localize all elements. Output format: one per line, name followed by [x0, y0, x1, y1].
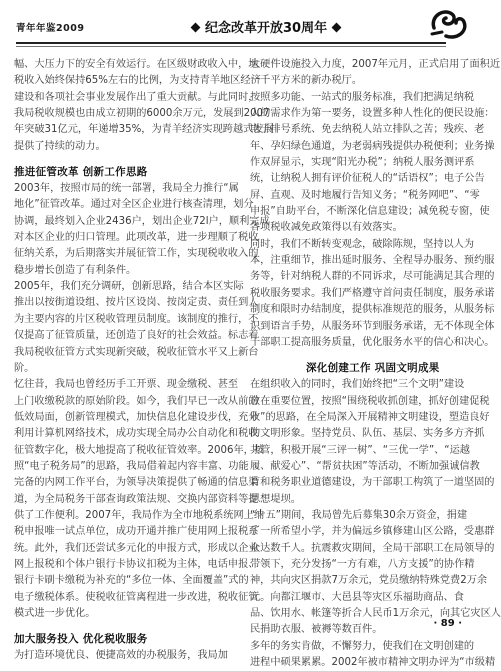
- text-line: 忆往昔，我局也曾经历手工开票、现金缴税、甚至: [14, 379, 239, 391]
- text-line: 的文明形象。坚持党员、队伍、基层、实务多方齐抓: [250, 428, 485, 440]
- text-line: 识到语言手势，从服务环节到服务承诺，无不体现全体: [250, 320, 495, 332]
- text-line: 征管数字化，极大地提高了税收征管效率。2006年，按: [14, 444, 265, 456]
- text-line: 上门收缴税款的原始阶段。如今，我们早已一改从前的: [14, 395, 259, 407]
- text-line: 协调，最终划入企业2436户，划出企业72l户，顺利完成: [14, 215, 270, 227]
- text-line: 税收入始终保持65%左右的比例，为支持青羊地区经济: [14, 75, 261, 87]
- text-line: 利用计算机网络技术，成功实现全局办公自动化和税收: [14, 428, 259, 440]
- text-line: 务等，针对纳税人群的不同诉求，尽可能满足其合理的: [250, 271, 495, 283]
- diamond-icon-right: [332, 23, 342, 33]
- text-line: 2003年，按照市局的统一部署，我局全力推行“属: [14, 183, 239, 195]
- text-line: 年突破31亿元，年递增35%，为青羊经济实现跨越式发展: [14, 124, 274, 136]
- text-line: 为打造环境优良、便捷高效的办税服务，我局加: [14, 650, 228, 662]
- text-line: 税申报唯一试点单位，成功开通并推广使用网上报税系: [14, 526, 259, 538]
- text-line: 育和税务职业道德建设，为干部职工构筑了一道坚固的: [250, 477, 495, 489]
- text-line: 大硬件设施投入力度，2007年元月，正式启用了面积近: [250, 59, 501, 70]
- text-line: 各项税收减免政策得以有效落实。: [250, 222, 403, 234]
- text-line: 提供了持续的动力。: [14, 140, 106, 152]
- text-line: 众达数千人。抗震救灾期间，全局干部职工在局领导的: [250, 542, 495, 554]
- text-line: 对本区企业的归口管理。此项改革，进一步理顺了税收: [14, 232, 259, 244]
- text-line: 干部职工提高服务质量，优化服务水平的信心和决心。: [250, 336, 495, 348]
- text-line: 作双屏显示，实现“阳光办税”；纳税人服务测评系: [250, 157, 475, 169]
- text-line: 带领下，充分发扬“一方有难，八方支援”的协作精: [250, 558, 475, 570]
- text-line: 地化”征管改革。通过对全区企业进行核查清理，划分: [14, 199, 254, 211]
- text-line: 低效局面，创新管理模式，加快信息化建设步伐，充分: [14, 411, 259, 423]
- text-line: 电子排号系统、免去纳税人站立排队之苦；残疾、老: [250, 124, 485, 136]
- text-line: 统。此外，我们还尝试多元化的申报方式，形成以企业: [14, 542, 259, 554]
- text-line: 在组织收入的同时，我们始终把“三个文明”建设: [250, 379, 465, 391]
- anniversary-logo-icon: [426, 6, 470, 46]
- text-line: 进程中硕果累累。2002年被市精神文明办评为“市级精: [250, 657, 496, 669]
- yearbook-label: 青年年鉴2009: [16, 23, 85, 34]
- text-line: 多年的务实肯做，不懈努力，使我们在文明创建的: [250, 640, 475, 652]
- text-line: 仅提高了征管质量，还创造了良好的社会效益。标志着: [14, 330, 259, 342]
- text-line: 我局税收规模也由成立初期的6000余万元，发展到2007: [14, 108, 270, 120]
- text-line: 供了工作便利。2007年，我局作为全市地税系统网上纳: [14, 509, 265, 521]
- text-line: 年、孕妇绿色通道，为老弱病残提供办税便利；业务操: [250, 140, 495, 152]
- page-header: [16, 8, 464, 48]
- text-line: 我局税收征管方式实现新突破，税收征管水平又上新台: [14, 346, 259, 358]
- text-line: 思想堤坝。: [250, 493, 301, 505]
- text-line: 人的需求作为第一要务，设置多种人性化的便民设施：: [250, 108, 495, 120]
- text-line: 完备的内网工作平台，为领导决策提供了畅通的信息渠: [14, 477, 259, 489]
- header-title: 纪念改革开放30周年: [205, 21, 328, 36]
- text-line: “十五”期间，我局曾先后募集30余万资金，捐建: [250, 509, 468, 521]
- text-line: 稳步增长创造了有利条件。: [14, 264, 137, 276]
- text-line: 放在重要位置，按照“围绕税收抓创建，抓好创建促税: [250, 395, 490, 407]
- text-line: 申报”自助平台，不断深化信息建设；减免税专窗，使: [250, 206, 490, 218]
- text-line: 征纳关系，为后期落实并展征管工作，实现税收收入的: [14, 248, 259, 260]
- text-line: 按照多功能、一站式的服务标准，我们把满足纳税: [250, 91, 475, 103]
- text-line: 制度和限时办结制度，提供标准规范的服务，从服务标: [250, 304, 495, 316]
- text-line: 屏、直观、及时地履行告知义务；“税务网吧”、“零: [250, 189, 480, 201]
- right-column: [250, 57, 501, 671]
- section-heading: 深化创建工作 巩固文明成果: [306, 362, 440, 375]
- text-line: 电子缴税体系。使税收征管离程进一步改进，税收征管: [14, 591, 259, 603]
- text-line: 网上报税和个体户银行卡协议扣税为主体，电话申报、: [14, 558, 259, 570]
- text-line: 共管，积极开展“三评一树”、“三优一学”、“运越: [250, 444, 470, 456]
- header-rule-thin: [16, 46, 446, 47]
- header-rule: [16, 42, 446, 44]
- text-line: 品、饮用水、帐篷等折合人民币1万余元，向其它灾区人: [250, 608, 501, 619]
- text-line: 统，让纳税人拥有评价征税人的“话语权”；电子公告: [250, 173, 485, 185]
- text-line: 阶。: [14, 362, 35, 374]
- text-line: 收”的思路，在全局深入开展精神文明建设，塑造良好: [250, 411, 490, 423]
- text-line: 照“电子税务局”的思路，我局借着起内容丰富、功能: [14, 460, 249, 472]
- text-line: 2005年，我们充分调研，创新思路，结合本区实际: [14, 281, 244, 293]
- text-line: 税收服务要求。我们严格遵守首问责任制度，服务承诺: [250, 287, 495, 299]
- text-line: 道，为全局税务干部查询政策法规、交换内部资料等提: [14, 493, 259, 505]
- text-line: 一千平方米的新办税厅。: [250, 75, 363, 87]
- diamond-icon-left: [191, 23, 201, 33]
- text-line: 建设和各项社会事业发展作出了重大贡献。与此同时，: [14, 91, 259, 103]
- text-line: 履、献爱心”、“帮贫扶困”等活动，不断加强诚信教: [250, 460, 480, 472]
- text-line: 模式进一步优化。: [14, 608, 96, 619]
- text-line: 为主要内容的片区税收管理员制度。该制度的推行，不: [14, 313, 259, 325]
- text-line: 银行卡刷卡缴税为补充的“多位一体、全面覆盖”式的: [14, 575, 249, 587]
- text-line: 本，注重细节，推出延时服务、全程导办服务、预约服: [250, 255, 495, 267]
- text-line: 幅、大压力下的安全有效运行。在区级财政收入中，地: [14, 59, 259, 70]
- text-line: 元。向都江堰市、大邑县等灾区乐福助商品、食: [250, 591, 464, 603]
- page-number: · 89 ·: [433, 618, 462, 629]
- text-line: 同时，我们不断转变观念，破除陈规，坚持以人为: [250, 238, 475, 250]
- header-title-wrap: [186, 17, 346, 36]
- left-column: [14, 57, 274, 665]
- text-line: 了一所希望小学，并为偏远乡镇修建山区公路，受惠群: [250, 526, 495, 538]
- text-line: 推出以按街道设组、按片区设岗、按岗定责、责任到人: [14, 297, 259, 309]
- section-heading: 加大服务投入 优化税收服务: [14, 633, 148, 646]
- text-line: 神，共向灾区捐款7万余元，党员缴纳特殊党费2万余: [250, 575, 488, 587]
- text-line: 民捐助衣服、被褥等数百件。: [250, 624, 383, 636]
- section-heading: 推进征管改革 创新工作思路: [14, 166, 148, 179]
